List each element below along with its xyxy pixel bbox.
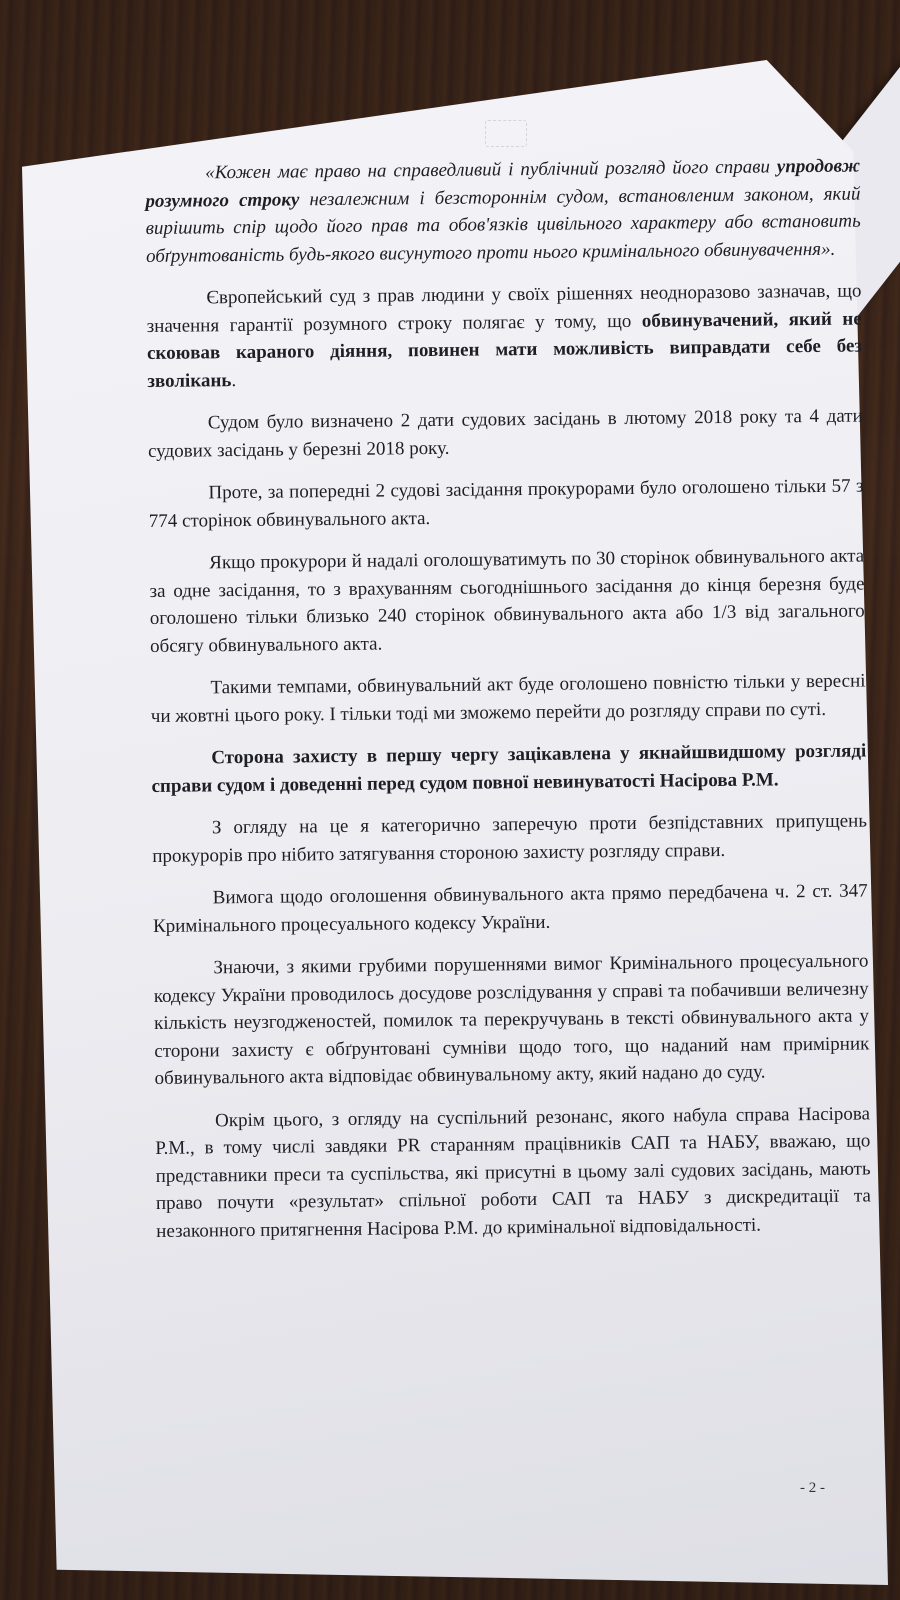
text-span: .: [231, 369, 237, 391]
paragraph-pages-read: [148, 472, 864, 534]
text-span: Якщо прокурори й надалі оголошуватимуть по 30 сторінок обвинувального акта за одне засідання, то з врахуванням сьогоднішнього засідання до кінця березня буде оголошено тільки близько 240 сторінок обвинувального акта або 1/3 від загального обсягу обвинувального акта.: [149, 545, 865, 657]
bold-text: упродовж розумного строку: [145, 155, 861, 212]
text-span: незалежним і безстороннім судом, встановленим законом, який вирішить спір щодо його прав та обов'язків цивільного характеру або встановить обґрунтованість будь-якого висунутого проти нього кримінального обвинувачення».: [145, 183, 861, 267]
paragraph-echr: [146, 278, 862, 395]
text-span: Судом було визначено 2 дати судових засідань в лютому 2018 року та 4 дати судових засідань у березні 2018 року.: [147, 405, 863, 462]
paragraph-resonance: [155, 1100, 871, 1245]
paragraph-tempo: [150, 667, 866, 729]
paragraph-objection: [152, 807, 868, 869]
bold-text: Сторона захисту в першу чергу зацікавлена у якнайшвидшому розгляді справи судом і доведенні перед судом повної невинуватості Насірова Р.М.: [151, 740, 867, 797]
faint-stamp-mark: [485, 120, 527, 147]
text-span: Знаючи, з якими грубими порушеннями вимог Кримінального процесуального кодексу України проводилось досудове розслідування у справі та побачивши величезну кількість неузгодженостей, помилок та перекручувань в тексті обвинувального акта у сторони захисту є обґрунтовані сумніви щодо того, що наданий нам примірник обвинувального акта відповідає обвинувальному акту, який надано до суду.: [153, 950, 870, 1089]
text-span: З огляду на це я категорично заперечую проти безпідставних припущень прокурорів про нібито затягування стороною захисту розгляду справи.: [152, 810, 868, 867]
text-span: Проте, за попередні 2 судові засідання прокурорами було оголошено тільки 57 з 774 сторінок обвинувального акта.: [148, 475, 864, 532]
text-span: «Кожен має право на справедливий і публічний розгляд його справи: [205, 156, 777, 184]
paragraph-dates: [148, 402, 864, 464]
page-number: - 2 -: [800, 1480, 825, 1496]
paragraph-requirement: [153, 877, 869, 939]
document-body: [145, 153, 871, 1260]
text-span: Вимога щодо оголошення обвинувального акта прямо передбачена ч. 2 ст. 347 Кримінального процесуального кодексу України.: [152, 880, 868, 937]
text-span: Європейський суд з прав людини у своїх рішеннях неодноразово зазначав, що значення гарантії розумного строку полягає у тому, що: [146, 280, 862, 337]
paragraph-defense: [151, 737, 867, 799]
paragraph-quote: [145, 153, 861, 270]
text-span: Окрім цього, з огляду на суспільний резонанс, якого набула справа Насірова Р.М., в тому числі завдяки PR старанням працівників САП та НАБУ, вважаю, що представники преси та суспільства, які присутні в цьому залі судових засідань, мають право почути «результат» спільної роботи САП та НАБУ з дискредитації та незаконного притягнення Насірова Р.М. до кримінальної відповідальності.: [155, 1102, 871, 1242]
text-span: Такими темпами, обвинувальний акт буде оголошено повністю тільки у вересні чи жовтні цього року. І тільки тоді ми зможемо перейти до розгляду справи по суті.: [150, 670, 866, 727]
paragraph-violations: [153, 947, 869, 1092]
paragraph-projection: [149, 542, 865, 659]
bold-text: обвинувачений, який не скоював караного діяння, повинен мати можливість виправдати себе без зволікань: [146, 308, 863, 392]
